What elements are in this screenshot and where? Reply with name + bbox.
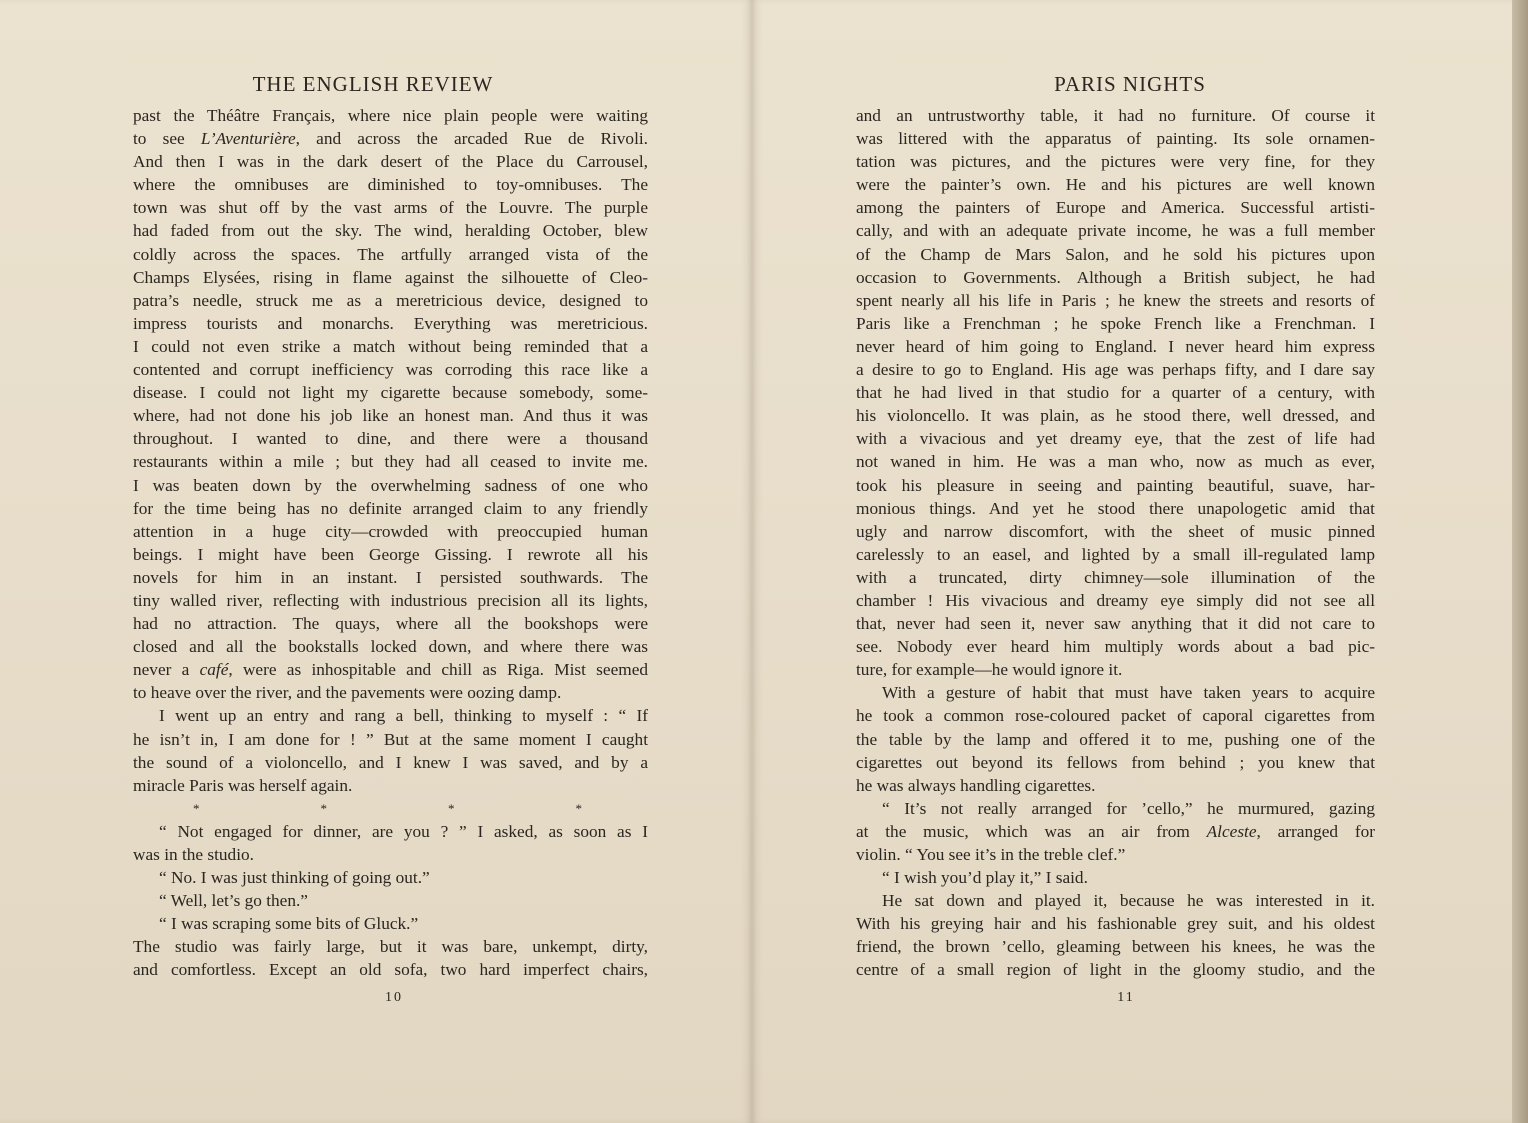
left-page: [0, 0, 752, 1123]
text-line: attention in a huge city—crowded with preoccupied human: [133, 521, 648, 541]
text-line: at the music, which was an air from Alceste, arranged for: [856, 821, 1375, 841]
text-line: “ Not engaged for dinner, are you ? ” I asked, as soon as I: [159, 821, 648, 841]
text-line: that he had lived in that studio for a quarter of a century, with: [856, 383, 1375, 403]
text-line: tiny walled river, reflecting with industrious precision all its lights,: [133, 590, 648, 610]
text-line: had faded from out the sky. The wind, heralding October, blew: [133, 221, 648, 241]
text-line: a desire to go to England. His age was perhaps fifty, and I dare say: [856, 360, 1375, 380]
asterisk: *: [320, 800, 327, 816]
page-number-left: 10: [385, 990, 403, 1005]
text-line: was in the studio.: [133, 845, 254, 864]
text-line: tation was pictures, and the pictures were very fine, for they: [856, 152, 1375, 172]
page-number-right: 11: [1117, 990, 1135, 1005]
text-line: where, had not done his job like an honest man. And thus it was: [133, 406, 648, 426]
text-line: cigarettes out beyond its fellows from behind ; you knew that: [856, 752, 1375, 772]
text-line: “ Well, let’s go then.”: [159, 891, 308, 911]
text-line: ugly and narrow discomfort, with the sheet of music pinned: [856, 521, 1375, 541]
text-line: where the omnibuses are diminished to toy-omnibuses. The: [133, 175, 648, 195]
text-line: restaurants within a mile ; but they had all ceased to invite me.: [133, 452, 648, 472]
text-line: with a truncated, dirty chimney—sole illumination of the: [856, 567, 1375, 587]
text-line: of the Champ de Mars Salon, and he sold his pictures upon: [856, 244, 1375, 264]
text-line: “ No. I was just thinking of going out.”: [159, 868, 430, 888]
text-line: With a gesture of habit that must have taken years to acquire: [882, 683, 1375, 703]
text-line: He sat down and played it, because he was interested in it.: [882, 891, 1375, 911]
text-line: among the painters of Europe and America. Successful artisti-: [856, 198, 1375, 218]
text-line: were the painter’s own. He and his pictures are well known: [856, 175, 1375, 195]
text-line: miracle Paris was herself again.: [133, 775, 353, 795]
text-line: Champs Elysées, rising in flame against the silhouette of Cleo-: [133, 267, 648, 287]
text-line: “ It’s not really arranged for ’cello,” he murmured, gazing: [882, 798, 1375, 818]
text-line: the sound of a violoncello, and I knew I was saved, and by a: [133, 752, 648, 772]
text-line: to see L’Aventurière, and across the arcaded Rue de Rivoli.: [133, 129, 648, 149]
text-line: the table by the lamp and offered it to me, pushing one of the: [856, 729, 1375, 749]
running-head-right: PARIS NIGHTS: [1054, 72, 1206, 96]
text-line: And then I was in the dark desert of the Place du Carrousel,: [133, 152, 648, 172]
text-line: he isn’t in, I am done for ! ” But at the same moment I caught: [133, 729, 648, 749]
text-line: throughout. I wanted to dine, and there were a thousand: [133, 429, 648, 449]
text-line: I could not even strike a match without being reminded that a: [133, 336, 648, 356]
text-line: see. Nobody ever heard him multiply words about a bad pic-: [856, 637, 1375, 657]
asterisk: *: [193, 800, 200, 816]
text-line: to heave over the river, and the pavements were oozing damp.: [133, 683, 562, 703]
right-page-text: [856, 104, 1375, 982]
asterisk: *: [575, 800, 582, 816]
text-line: I went up an entry and rang a bell, thinking to myself : “ If: [159, 706, 648, 726]
text-line: Paris like a Frenchman ; he spoke French like a Frenchman. I: [856, 313, 1375, 333]
text-line: beings. I might have been George Gissing. I rewrote all his: [133, 544, 648, 564]
text-line: past the Théâtre Français, where nice plain people were waiting: [133, 106, 648, 125]
text-line: town was shut off by the vast arms of the Louvre. The purple: [133, 198, 648, 218]
text-line: novels for him in an instant. I persisted southwards. The: [133, 567, 648, 587]
text-line: friend, the brown ’cello, gleaming between his knees, he was the: [856, 937, 1375, 957]
text-line: I was beaten down by the overwhelming sadness of one who: [133, 475, 648, 495]
text-line: impress tourists and monarchs. Everything was meretricious.: [133, 313, 648, 333]
text-line: contented and corrupt inefficiency was corroding this race like a: [133, 360, 648, 380]
text-line: carelessly to an easel, and lighted by a small ill-regulated lamp: [856, 544, 1375, 564]
text-line: centre of a small region of light in the gloomy studio, and the: [856, 960, 1375, 980]
text-line: was littered with the apparatus of painting. Its sole ornamen-: [856, 129, 1375, 149]
section-break-asterisks: [133, 797, 648, 820]
book-fore-edge: [1512, 0, 1528, 1123]
text-line: took his pleasure in seeing and painting beautiful, suave, har-: [856, 475, 1375, 495]
italic-title: Alceste: [1206, 821, 1257, 841]
text-line: spent nearly all his life in Paris ; he knew the streets and resorts of: [856, 290, 1375, 310]
text-line: With his greying hair and his fashionable grey suit, and his oldest: [856, 914, 1375, 934]
text-line: disease. I could not light my cigarette because somebody, some-: [133, 383, 648, 403]
text-line: he was always handling cigarettes.: [856, 775, 1096, 795]
text-line: “ I was scraping some bits of Gluck.”: [159, 914, 419, 934]
text-line: occasion to Governments. Although a British subject, he had: [856, 267, 1375, 287]
text-line: chamber ! His vivacious and dreamy eye simply did not see all: [856, 590, 1375, 610]
text-line: never heard of him going to England. I never heard him express: [856, 336, 1375, 356]
asterisk: *: [448, 800, 455, 816]
text-line: not waned in him. He was a man who, now as much as ever,: [856, 452, 1375, 472]
text-line: monious things. And yet he stood there unapologetic amid that: [856, 498, 1375, 518]
text-line: he took a common rose-coloured packet of caporal cigarettes from: [856, 706, 1375, 726]
text-line: his violoncello. It was plain, as he stood there, well dressed, and: [856, 406, 1375, 426]
italic-title: café: [199, 660, 229, 680]
text-line: The studio was fairly large, but it was bare, unkempt, dirty,: [133, 937, 648, 957]
text-line: and an untrustworthy table, it had no furniture. Of course it: [856, 106, 1375, 125]
text-line: coldly across the spaces. The artfully arranged vista of the: [133, 244, 648, 264]
italic-title: L’Aventurière: [200, 129, 296, 149]
right-page: [752, 0, 1512, 1123]
text-line: “ I wish you’d play it,” I said.: [882, 868, 1088, 888]
text-line: violin. “ You see it’s in the treble clef.”: [856, 845, 1126, 864]
text-line: ture, for example—he would ignore it.: [856, 660, 1123, 680]
running-head-left: THE ENGLISH REVIEW: [252, 72, 494, 96]
text-line: for the time being has no definite arranged claim to any friendly: [133, 498, 648, 518]
text-line: and comfortless. Except an old sofa, two hard imperfect chairs,: [133, 960, 648, 980]
text-line: cally, and with an adequate private income, he was a full member: [856, 221, 1375, 241]
text-line: patra’s needle, struck me as a meretricious device, designed to: [133, 290, 648, 310]
text-line: closed and all the bookstalls locked down, and where there was: [133, 637, 648, 657]
left-page-text: [133, 104, 648, 982]
text-line: that, never had seen it, never saw anything that it did not care to: [856, 614, 1375, 634]
text-line: had no attraction. The quays, where all the bookshops were: [133, 614, 648, 634]
text-line: with a vivacious and yet dreamy eye, that the zest of life had: [856, 429, 1375, 449]
text-line: never a café, were as inhospitable and chill as Riga. Mist seemed: [133, 660, 649, 680]
